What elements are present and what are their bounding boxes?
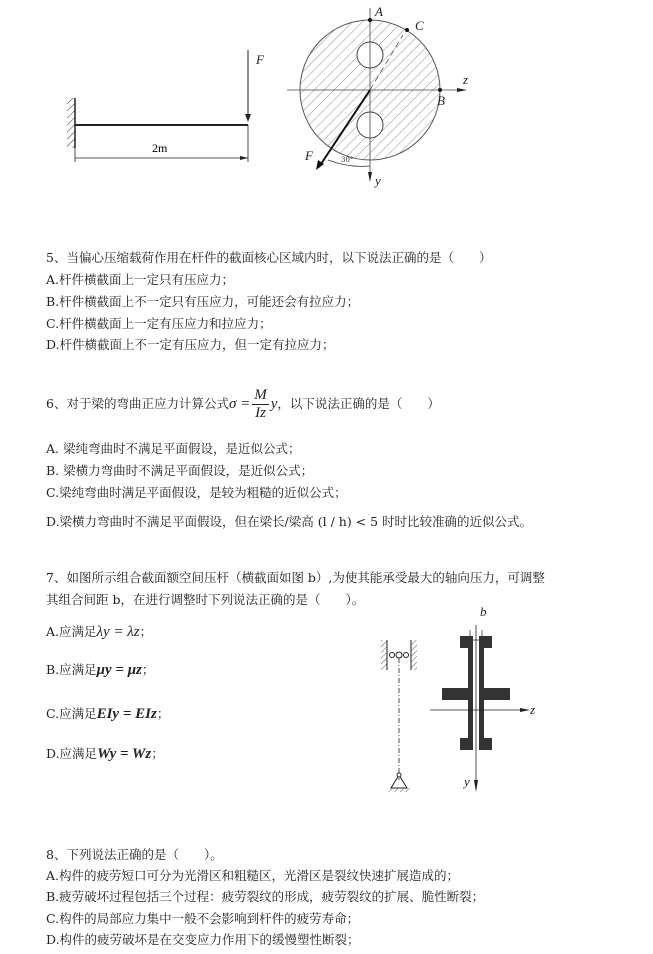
z-axis-label: z [530, 702, 536, 717]
force-label: F [305, 148, 313, 163]
q6-option-c: C.梁纯弯曲时满足平面假设，是较为粗糙的近似公式； [46, 485, 347, 500]
column-figure [375, 630, 425, 810]
option-suffix: ； [139, 624, 153, 639]
q6-stem-after: ，以下说法正确的是（ ） [277, 396, 440, 411]
y-axis-label: y [464, 774, 470, 789]
option-prefix: D.应满足 [46, 746, 98, 761]
formula-denominator: Iz [255, 405, 266, 421]
y-axis-label: y [375, 173, 381, 188]
q6-option-a: A. 梁纯弯曲时不满足平面假设，是近似公式； [46, 441, 301, 456]
option-formula: μy = μz [96, 662, 142, 678]
option-formula: λy = λz [96, 624, 140, 640]
cross-section-b-figure [430, 600, 550, 800]
formula-fraction [252, 387, 269, 422]
q7-option-d [46, 746, 164, 762]
option-prefix: A.应满足 [46, 624, 97, 639]
q6-stem [46, 386, 440, 422]
q7-stem-line1: 7、如图所示组合截面额空间压杆（横截面如图 b）,为使其能承受最大的轴向压力，可调整 [46, 570, 545, 585]
q6-option-b: B. 梁横力弯曲时不满足平面假设，是近似公式； [46, 463, 314, 478]
length-label: 2m [152, 141, 168, 155]
formula-lhs: σ = [228, 396, 251, 412]
option-formula: Wy = Wz [97, 746, 152, 762]
spacing-b-label: b [480, 604, 487, 619]
formula-numerator: M [254, 387, 267, 403]
formula-rhs: y [270, 396, 278, 412]
q5-option-c: C.杆件横截面上一定有压应力和拉应力； [46, 316, 272, 331]
circular-section-figure [285, 0, 485, 195]
q6-option-d: D.梁横力弯曲时不满足平面假设，但在梁长/梁高 (l / h) < 5 时时比较准确的近似公式。 [46, 514, 533, 529]
q7-option-b [46, 662, 154, 678]
point-a-label: A [375, 4, 383, 19]
q5-option-a: A.杆件横截面上一定只有压应力； [46, 272, 235, 287]
option-formula: EIy = EIz [96, 706, 157, 722]
cantilever-beam-figure [60, 40, 280, 180]
q8-option-c: C.构件的局部应力集中一般不会影响到杆件的疲劳寿命； [46, 911, 360, 926]
point-c-label: C [415, 18, 424, 33]
q8-option-a: A.构件的疲劳短口可分为光滑区和粗糙区，光滑区是裂纹快速扩展造成的； [46, 868, 460, 883]
q5-option-b: B.杆件横截面上不一定只有压应力，可能还会有拉应力； [46, 294, 360, 309]
option-prefix: C.应满足 [46, 706, 97, 721]
angle-label: 30° [341, 156, 354, 164]
z-axis-label: z [463, 72, 469, 87]
q6-stem-before: 6、对于梁的弯曲正应力计算公式 [46, 396, 229, 411]
q8-stem: 8、下列说法正确的是（ ）。 [46, 847, 223, 862]
q7-option-a [46, 624, 152, 640]
q7-stem-line2: 其组合间距 b，在进行调整时下列说法正确的是（ ）。 [46, 592, 365, 607]
q8-option-d: D.构件的疲劳破坏是在交变应力作用下的缓慢塑性断裂； [46, 932, 360, 947]
option-suffix: ； [141, 662, 155, 677]
q7-option-c [46, 706, 169, 722]
option-prefix: B.应满足 [46, 662, 97, 677]
option-suffix: ； [156, 706, 170, 721]
q8-option-b: B.疲劳破坏过程包括三个过程：疲劳裂纹的形成，疲劳裂纹的扩展、脆性断裂； [46, 889, 485, 904]
q5-option-d: D.杆件横截面上不一定有压应力，但一定有拉应力； [46, 337, 335, 352]
q5-stem: 5、当偏心压缩载荷作用在杆件的截面核心区域内时，以下说法正确的是（ ） [46, 250, 492, 265]
point-b-label: B [437, 93, 445, 108]
force-label: F [256, 52, 264, 67]
option-suffix: ； [151, 746, 164, 761]
